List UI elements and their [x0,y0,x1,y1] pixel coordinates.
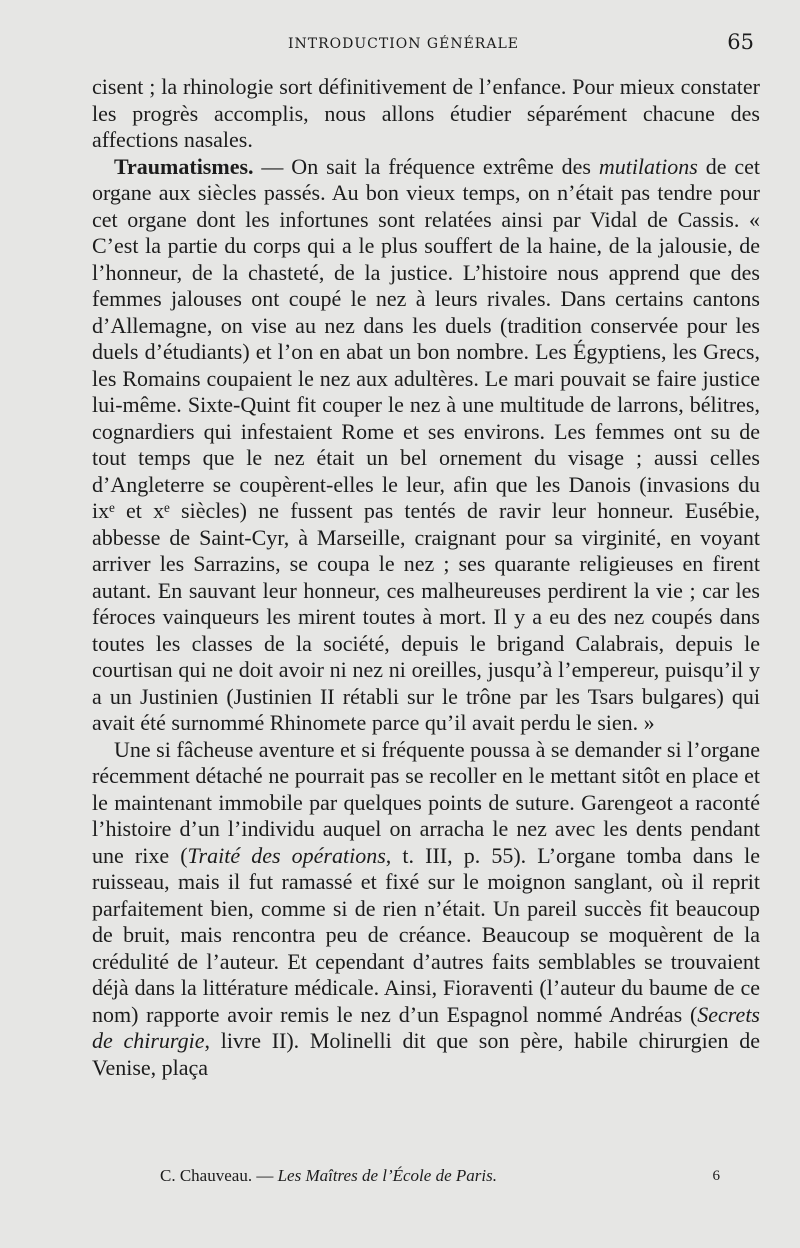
italic-citation: Traité des opérations [187,842,386,868]
running-head [92,30,754,56]
footer-dash: — [252,1166,278,1185]
signature-mark: 6 [712,1168,720,1184]
text-run: — On sait la fréquence extrême des [253,153,599,179]
body-text [92,74,760,1081]
section-heading-traumatismes: Traumatismes. [114,153,254,179]
footer-author: C. Chauveau. [160,1166,253,1185]
italic-citation: Secrets de chirurgie [92,1001,760,1053]
page-number: 65 [727,30,754,54]
text-run: de cet organe aux siècles passés. Au bon vieux temps, on n’était pas tendre pour cet organe dont les infortunes sont relatées ainsi par Vidal de Cassis. « C’est la partie du corps qui a le plus souffert de la haine, de la jalousie, de l’honneur, de la chasteté, de la justice. L’histoire nous apprend que des femmes jalouses ont coupé le nez à leurs rivales. Dans certains cantons d’Allemagne, on vise au nez dans les duels (tradition conservée pour les duels d’étudiants) et l’on en abat un bon nombre. Les Égyptiens, les Grecs, les Romains coupaient le nez aux adultères. Le mari pouvait se faire justice lui-même. Sixte-Quint fit couper le nez à une multitude de larrons, bélitres, cognardiers qui infestaient Rome et ses environs. Les femmes ont su de tout temps que le nez était un bel ornement du visage ; aussi celles d’Angleterre se coupèrent-elles le leur, afin que les Danois (invasions du ixᵉ et xᵉ siècles) ne fussent pas tentés de ravir leur honneur. Eusébie, abbesse de Saint-Cyr, à Marseille, craignant pour sa virginité, en voyant arriver les Sarrazins, se coupa le nez ; ses quarante religieuses en firent autant. En sauvant leur honneur, ces malheureuses perdirent la vie ; car les féroces vainqueurs les mirent toutes à mort. Il y a eu des nez coupés dans toutes les classes de la société, depuis le brigand Calabrais, depuis le courtisan qui ne doit avoir ni nez ni oreilles, jusqu’à l’empereur, puisqu’il y a un Justinien (Justinien II rétabli sur le trône par les Tsars bulgares) qui avait été surnommé Rhinomete parce qu’il avait perdu le sien. » [92,153,761,735]
italic-term: mutilations [598,153,698,179]
text-run: , livre II). Molinelli dit que son père, habile chirurgien de Venise, plaça [92,1028,760,1080]
footer-book-title: Les Maîtres de l’École de Paris. [277,1166,497,1185]
paragraph-traumatismes [92,154,760,737]
running-head-title: INTRODUCTION GÉNÉRALE [288,36,519,52]
text-run: , t. III, p. 55). L’organe tomba dans le ruisseau, mais il fut ramassé et fixé sur le moignon sanglant, où il reprit parfaitement bien, comme si de rien n’était. Un pareil succès fit beaucoup de bruit, mais rencontra peu de créance. Beaucoup se moquèrent de la crédulité de l’auteur. Et cependant d’autres faits semblables se trouvaient déjà dans la littérature médicale. Ainsi, Fioraventi (l’auteur du baume de ce nom) rapporte avoir remis le nez d’un Espagnol nommé Andréas ( [92,842,761,1027]
text-run: Une si fâcheuse aventure et si fréquente poussa à se demander si l’organe récemment détaché ne pourrait pas se recoller en le mettant sitôt en place et le maintenant immobile par quelques points de suture. Garengeot a raconté l’histoire d’un l’individu auquel on arracha le nez avec les dents pendant une rixe ( [92,736,760,868]
paragraph-continuation: cisent ; la rhinologie sort définitivement de l’enfance. Pour mieux constater les progrès accomplis, nous allons étudier séparément chacune des affections nasales. [92,74,760,152]
paragraph-recollement [92,737,760,1082]
page-footer [160,1166,720,1190]
